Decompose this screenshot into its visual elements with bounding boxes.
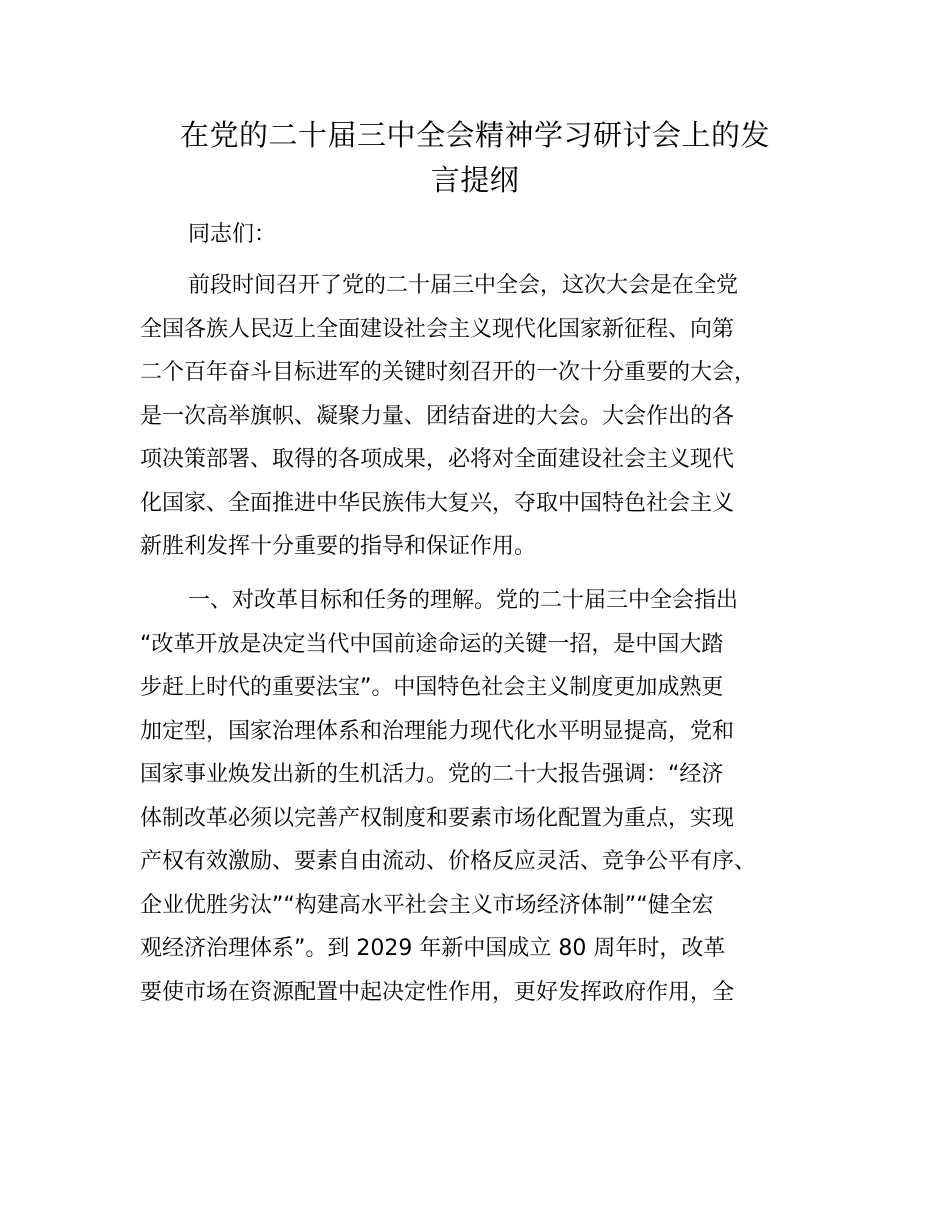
- paragraph-line: 全国各族人民迈上全面建设社会主义现代化国家新征程、向第: [140, 316, 735, 342]
- paragraph-line: 化国家、全面推进中华民族伟大复兴，夺取中国特色社会主义: [140, 490, 735, 516]
- title-line: 言提纲: [430, 163, 520, 197]
- paragraph-line: 要使市场在资源配置中起决定性作用，更好发挥政府作用，全: [140, 979, 735, 1005]
- paragraph-line: 是一次高举旗帜、凝聚力量、团结奋进的大会。大会作出的各: [140, 403, 735, 429]
- intro-paragraph: [140, 264, 830, 569]
- paragraph-line: 项决策部署、取得的各项成果，必将对全面建设社会主义现代: [140, 447, 735, 472]
- paragraph-line: 企业优胜劣汰”“构建高水平社会主义市场经济体制”“健全宏: [140, 892, 714, 918]
- paragraph-line: 一、对改革目标和任务的理解。党的二十届三中全会指出: [188, 588, 739, 613]
- paragraph-line: 体制改革必须以完善产权制度和要素市场化配置为重点，实现: [140, 805, 735, 831]
- paragraph-line: “改革开放是决定当代中国前途命运的关键一招，是中国大踏: [140, 631, 724, 657]
- paragraph-line: 国家事业焕发出新的生机活力。党的二十大报告强调：“经济: [140, 762, 724, 787]
- salutation: [140, 213, 830, 257]
- paragraph-line: 产权有效激励、要素自由流动、价格反应灵活、竞争公平有序、: [140, 849, 757, 874]
- salutation-text: 同志们：: [188, 222, 277, 247]
- paragraph-line: 加定型，国家治理体系和治理能力现代化水平明显提高，党和: [140, 718, 735, 744]
- paragraph-line: 观经济治理体系”。到 2029 年新中国成立 80 周年时，改革: [140, 936, 726, 961]
- section-one-paragraph: [140, 579, 830, 1014]
- paragraph-line: 新胜利发挥十分重要的指导和保证作用。: [140, 534, 537, 559]
- document-title: [140, 113, 810, 203]
- paragraph-line: 前段时间召开了党的二十届三中全会，这次大会是在全党: [188, 273, 739, 298]
- title-line: 在党的二十届三中全会精神学习研讨会上的发: [179, 118, 770, 152]
- paragraph-line: 步赶上时代的重要法宝”。中国特色社会主义制度更加成熟更: [140, 675, 724, 700]
- paragraph-line: 二个百年奋斗目标进军的关键时刻召开的一次十分重要的大会，: [140, 360, 757, 385]
